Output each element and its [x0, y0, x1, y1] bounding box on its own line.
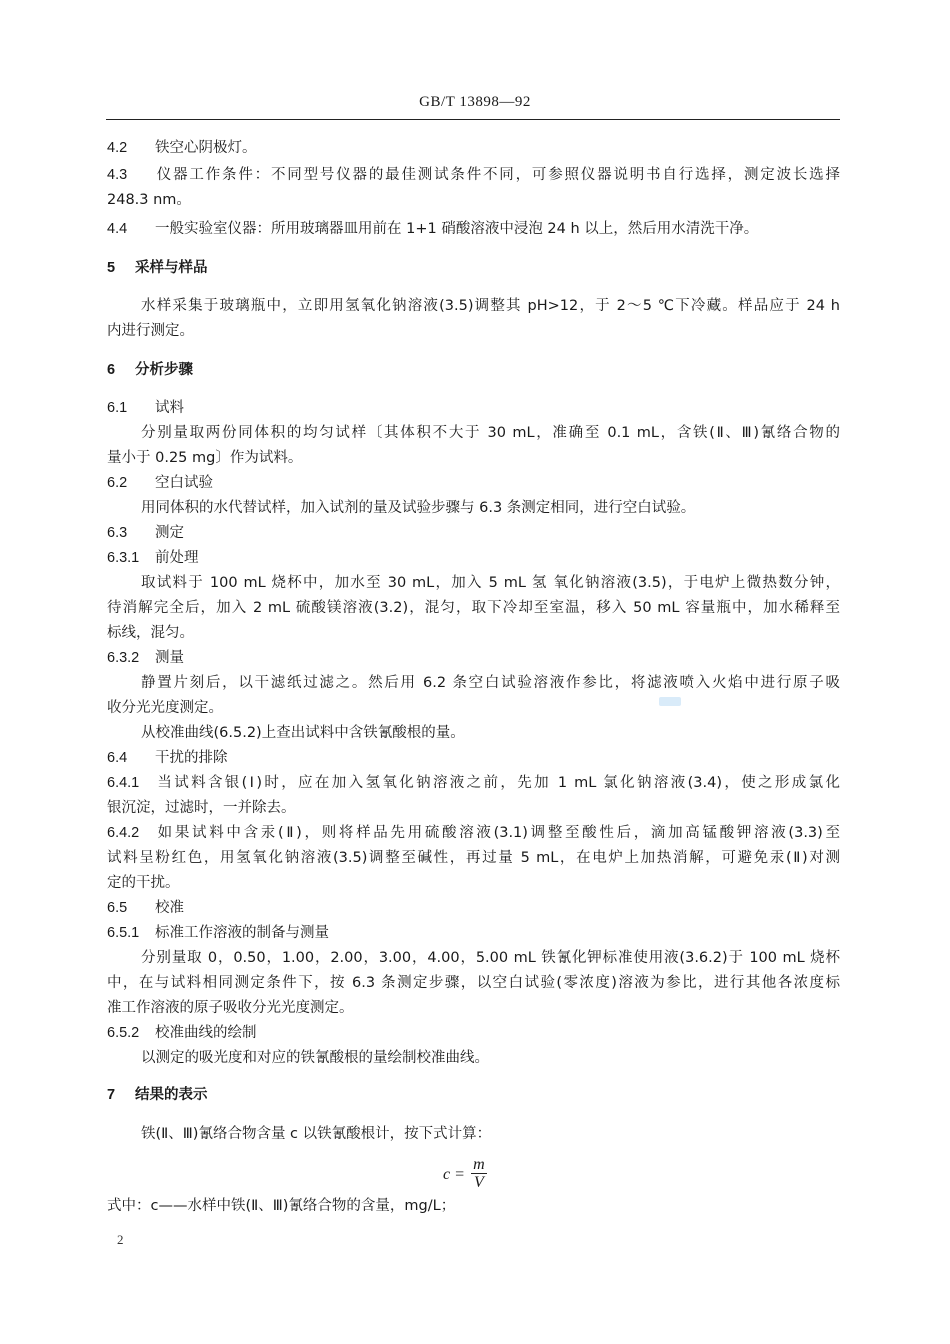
clause-6-1-heading: 6.1 试料	[107, 400, 184, 416]
clause-6-3-1-text-end: 标线，混匀。	[107, 625, 194, 641]
clause-6-5-2-text: 以测定的吸光度和对应的铁氰酸根的量绘制校准曲线。	[141, 1050, 489, 1066]
page-number: 2	[117, 1232, 124, 1247]
clause-6-4-2-end: 定的干扰。	[107, 875, 180, 891]
formula-numerator: m	[473, 1156, 485, 1173]
clause-6-3-2-text: 静置片刻后，以干滤纸过滤之。然后用 6.2 条空白试验溶液作参比，将滤液喷入火焰中进行原子吸	[141, 675, 840, 691]
clause-4-3: 4.3 仪器工作条件：不同型号仪器的最佳测试条件不同，可参照仪器说明书自行选择，测定波长选择	[107, 167, 840, 183]
clause-6-3-1-text: 取试料于 100 mL 烧杯中，加水至 30 mL，加入 5 mL 氢 氧化钠溶液(3.5)，于电炉上微热数分钟，	[141, 575, 840, 591]
clause-6-4-1-cont: 银沉淀，过滤时，一并除去。	[107, 800, 296, 816]
clause-6-3-1-heading: 6.3.1 前处理	[107, 550, 199, 566]
clause-4-2: 4.2 铁空心阴极灯。	[107, 140, 257, 156]
clause-6-3-heading: 6.3 测定	[107, 525, 184, 541]
page-header: GB/T 13898—92	[419, 94, 531, 110]
clause-6-2-text: 用同体积的水代替试样，加入试剂的量及试验步骤与 6.3 条测定相同，进行空白试验。	[141, 500, 696, 516]
formula-where: 式中：c——水样中铁(Ⅱ、Ⅲ)氰络合物的含量，mg/L；	[107, 1198, 456, 1214]
clause-6-3-2-text-2: 从校准曲线(6.5.2)上查出试料中含铁氰酸根的量。	[141, 725, 465, 741]
section-5-para: 水样采集于玻璃瓶中，立即用氢氧化钠溶液(3.5)调整其 pH>12，于 2～5 ℃下冷藏。样品应于 24 h	[141, 298, 840, 314]
clause-6-5-1-text: 分别量取 0，0.50，1.00，2.00，3.00，4.00，5.00 mL 铁氰化钾标准使用液(3.6.2)于 100 mL 烧杯	[141, 950, 840, 966]
formula	[443, 1157, 487, 1192]
clause-6-4-2-cont: 试料呈粉红色，用氢氧化钠溶液(3.5)调整至碱性，再过量 5 mL，在电炉上加热消解，可避免汞(Ⅱ)对测	[107, 850, 840, 866]
section-5-heading: 5 采样与样品	[107, 260, 208, 276]
clause-4-3-cont: 248.3 nm。	[107, 192, 191, 208]
document-body	[107, 136, 840, 1147]
formula-fraction	[471, 1157, 487, 1192]
section-7-para: 铁(Ⅱ、Ⅲ)氰络合物含量 c 以铁氰酸根计，按下式计算：	[141, 1126, 492, 1142]
clause-4-4: 4.4 一般实验室仪器：所用玻璃器皿用前在 1+1 硝酸溶液中浸泡 24 h 以上，然后用水清洗干净。	[107, 221, 759, 237]
clause-6-1-text-cont: 量小于 0.25 mg〕作为试料。	[107, 450, 303, 466]
clause-6-5-2-heading: 6.5.2 校准曲线的绘制	[107, 1025, 257, 1041]
formula-denominator: V	[474, 1174, 484, 1191]
clause-6-3-2-heading: 6.3.2 测量	[107, 650, 184, 666]
section-6-heading: 6 分析步骤	[107, 362, 193, 378]
clause-6-4-2: 6.4.2 如果试料中含汞(Ⅱ)，则将样品先用硫酸溶液(3.1)调整至酸性后，滴加高锰酸钾溶液(3.3)至	[107, 825, 840, 841]
clause-6-1-text: 分别量取两份同体积的均匀试样〔其体积不大于 30 mL，准确至 0.1 mL，含铁(Ⅱ、Ⅲ)氰络合物的	[141, 425, 840, 441]
section-7-heading: 7 结果的表示	[107, 1087, 208, 1103]
clause-6-5-heading: 6.5 校准	[107, 900, 184, 916]
section-5-para-cont: 内进行测定。	[107, 323, 194, 339]
clause-6-5-1-text-end: 准工作溶液的原子吸收分光光度测定。	[107, 1000, 354, 1016]
clause-6-5-1-heading: 6.5.1 标准工作溶液的制备与测量	[107, 925, 329, 941]
clause-6-3-2-text-cont: 收分光光度测定。	[107, 700, 223, 716]
clause-6-3-1-text-cont: 待消解完全后，加入 2 mL 硫酸镁溶液(3.2)，混匀，取下冷却至室温，移入 50 mL 容量瓶中，加水稀释至	[107, 600, 840, 616]
watermark-stamp	[659, 697, 681, 706]
clause-6-4-1: 6.4.1 当试料含银(Ⅰ)时，应在加入氢氧化钠溶液之前，先加 1 mL 氯化钠溶液(3.4)，使之形成氯化	[107, 775, 840, 791]
clause-6-5-1-text-cont: 中，在与试料相同测定条件下，按 6.3 条测定步骤，以空白试验(零浓度)溶液为参比，进行其他各浓度标	[107, 975, 840, 991]
clause-6-4-heading: 6.4 干扰的排除	[107, 750, 228, 766]
clause-6-2-heading: 6.2 空白试验	[107, 475, 213, 491]
header-rule	[106, 119, 840, 120]
formula-lhs: c =	[443, 1165, 465, 1183]
